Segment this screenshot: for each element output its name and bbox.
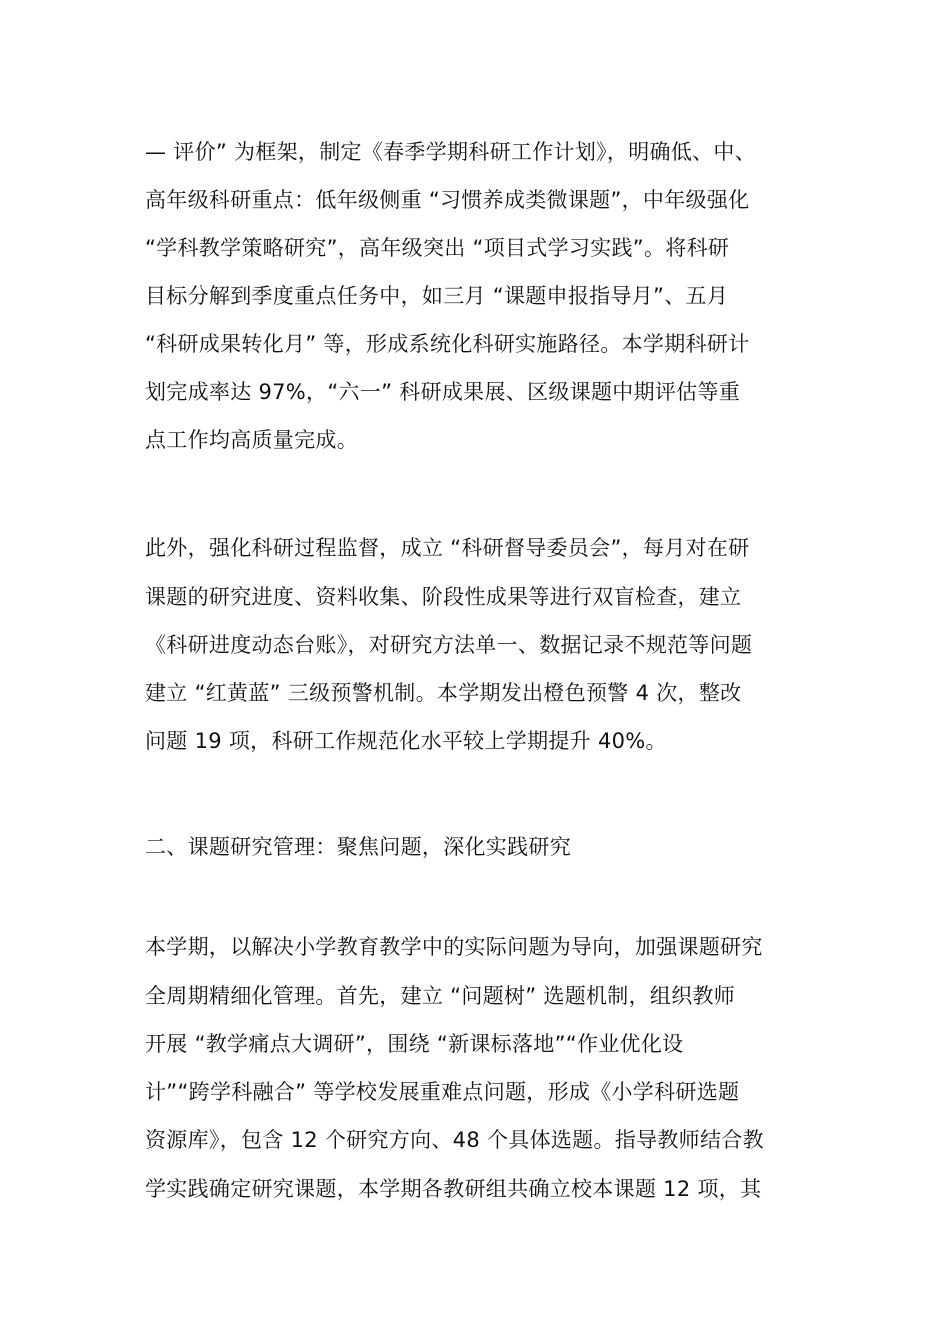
text-line: 全周期精细化管理。首先，建立 “问题树” 选题机制，组织教师	[145, 984, 736, 1008]
text-line: 《科研进度动态台账》，对研究方法单一、数据记录不规范等问题	[145, 633, 753, 657]
text-line: — 评价” 为框架，制定《春季学期科研工作计划》，明确低、中、	[145, 140, 757, 164]
text-line: 问题 19 项，科研工作规范化水平较上学期提升 40%。	[145, 729, 667, 753]
text-line: 资源库》，包含 12 个研究方向、48 个具体选题。指导教师结合教	[145, 1128, 764, 1152]
text-line: 点工作均高质量完成。	[145, 428, 358, 452]
text-line: 划完成率达 97%，“六一” 科研成果展、区级课题中期评估等重	[145, 380, 741, 404]
text-line: 本学期，以解决小学教育教学中的实际问题为导向，加强课题研究	[145, 935, 763, 959]
text-line: “科研成果转化月” 等，形成系统化科研实施路径。本学期科研计	[145, 332, 750, 356]
text-line: 建立 “红黄蓝” 三级预警机制。本学期发出橙色预警 4 次，整改	[145, 681, 742, 705]
text-line: “学科教学策略研究”，高年级突出 “项目式学习实践”。将科研	[145, 236, 730, 260]
text-line: 此外，强化科研过程监督，成立 “科研督导委员会”，每月对在研	[145, 536, 750, 560]
text-line: 目标分解到季度重点任务中，如三月 “课题申报指导月”、五月	[145, 284, 729, 308]
heading-text: 二、课题研究管理：聚焦问题，深化实践研究	[145, 835, 571, 859]
text-line: 课题的研究进度、资料收集、阶段性成果等进行双盲检查，建立	[145, 585, 742, 609]
text-line: 学实践确定研究课题，本学期各教研组共确立校本课题 12 项，其	[145, 1177, 762, 1201]
text-line: 高年级科研重点：低年级侧重 “习惯养成类微课题”，中年级强化	[145, 188, 750, 212]
text-line: 计”“跨学科融合” 等学校发展重难点问题，形成《小学科研选题	[145, 1080, 740, 1104]
text-line: 开展 “教学痛点大调研”，围绕 “新课标落地”“作业优化设	[145, 1032, 684, 1056]
